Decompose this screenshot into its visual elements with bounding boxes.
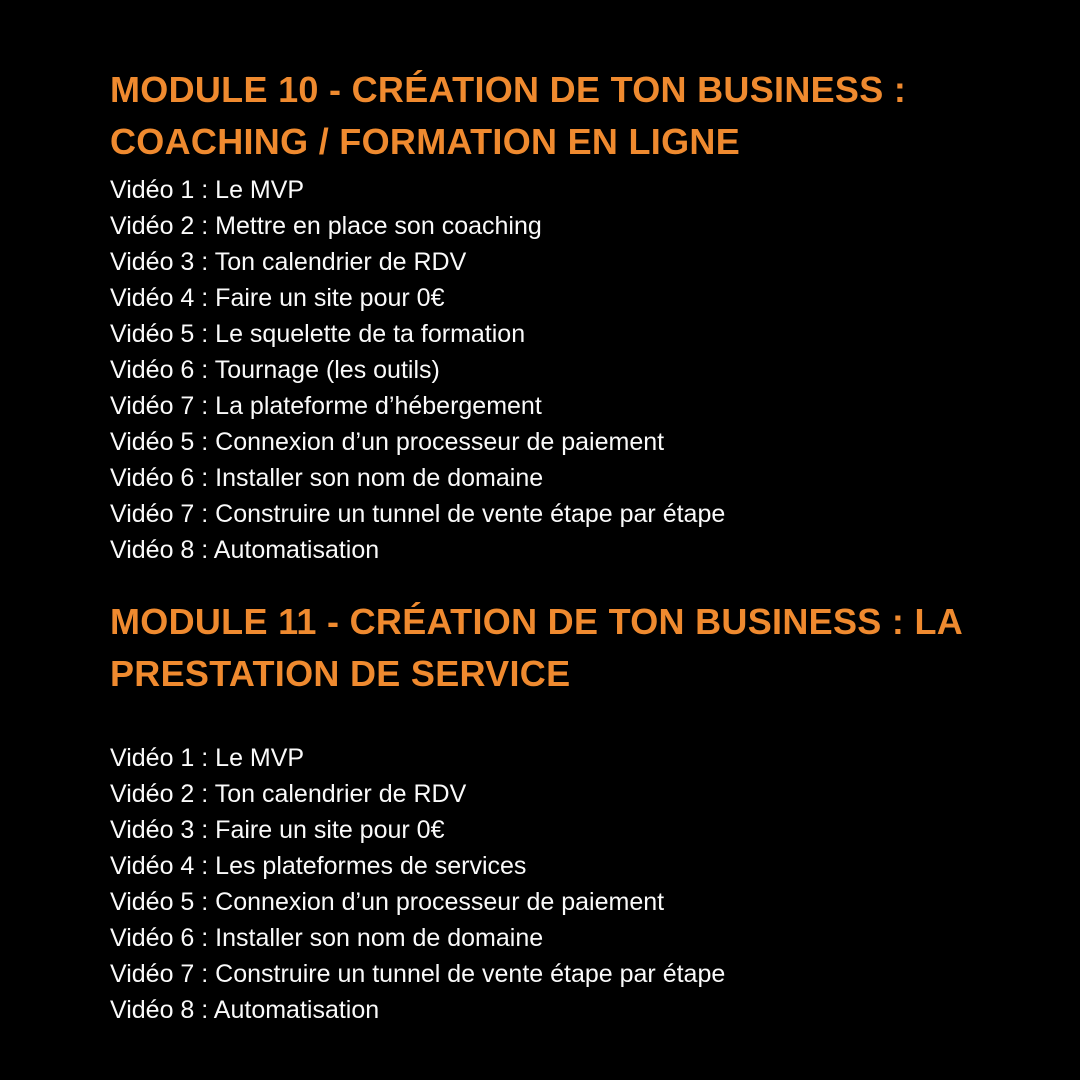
video-list-item: Vidéo 7 : La plateforme d’hébergement	[110, 392, 542, 420]
video-list-item: Vidéo 4 : Faire un site pour 0€	[110, 284, 445, 312]
module-section	[110, 64, 1020, 568]
video-list-item: Vidéo 6 : Tournage (les outils)	[110, 356, 440, 384]
module-title	[110, 596, 1020, 700]
module-section	[110, 596, 1020, 1028]
video-list-item: Vidéo 6 : Installer son nom de domaine	[110, 924, 544, 952]
video-list-item: Vidéo 3 : Faire un site pour 0€	[110, 816, 445, 844]
video-list	[110, 172, 1020, 568]
video-list-item: Vidéo 7 : Construire un tunnel de vente étape par étape	[110, 500, 726, 528]
module-title-line: MODULE 11 - CRÉATION DE TON BUSINESS : LA	[110, 601, 964, 642]
video-list-item: Vidéo 2 : Mettre en place son coaching	[110, 212, 542, 240]
video-list-item: Vidéo 2 : Ton calendrier de RDV	[110, 780, 467, 808]
video-list-item: Vidéo 3 : Ton calendrier de RDV	[110, 248, 467, 276]
video-list-item: Vidéo 7 : Construire un tunnel de vente étape par étape	[110, 960, 726, 988]
video-list-item: Vidéo 5 : Connexion d’un processeur de paiement	[110, 428, 665, 456]
video-list-item: Vidéo 1 : Le MVP	[110, 176, 305, 204]
video-list-item: Vidéo 5 : Le squelette de ta formation	[110, 320, 526, 348]
video-list-item: Vidéo 5 : Connexion d’un processeur de paiement	[110, 888, 665, 916]
module-title-line: COACHING / FORMATION EN LIGNE	[110, 121, 741, 162]
video-list-item: Vidéo 8 : Automatisation	[110, 536, 380, 564]
module-title-line: MODULE 10 - CRÉATION DE TON BUSINESS :	[110, 69, 907, 110]
module-title-line: PRESTATION DE SERVICE	[110, 653, 571, 694]
modules-content	[110, 64, 1020, 1028]
video-list-item: Vidéo 8 : Automatisation	[110, 996, 380, 1024]
video-list-item: Vidéo 6 : Installer son nom de domaine	[110, 464, 544, 492]
module-title	[110, 64, 1020, 168]
video-list-item: Vidéo 1 : Le MVP	[110, 744, 305, 772]
video-list-item: Vidéo 4 : Les plateformes de services	[110, 852, 527, 880]
video-list	[110, 740, 1020, 1028]
